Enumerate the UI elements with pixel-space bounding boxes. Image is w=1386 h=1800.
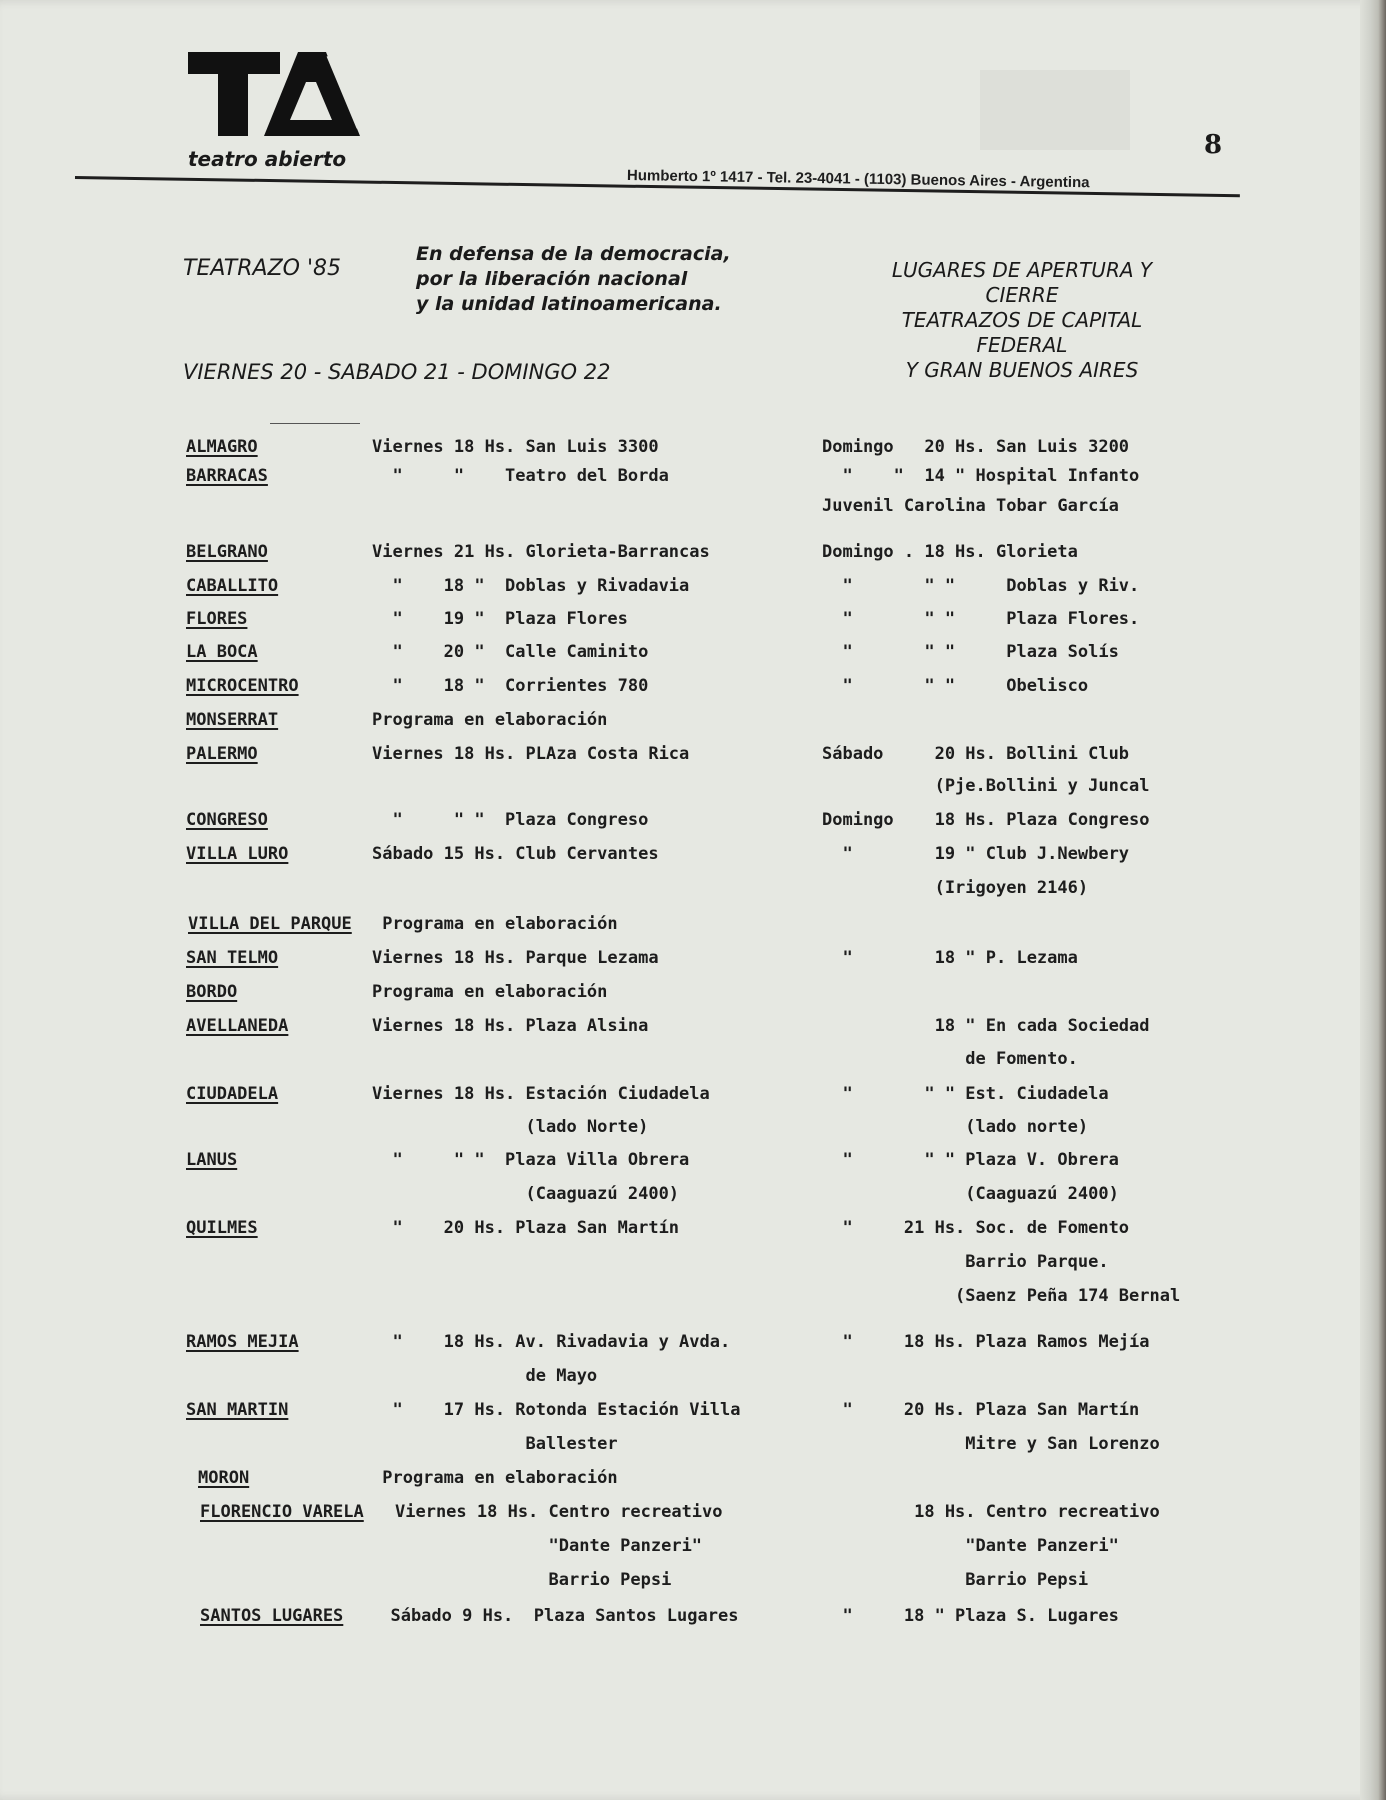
closing-venue: " 20 Hs. Plaza San Martín: [822, 1400, 1140, 1420]
teatro-abierto-logo: [188, 52, 360, 136]
opening-venue: Programa en elaboración: [372, 710, 608, 730]
district-name: QUILMES: [186, 1218, 258, 1238]
closing-venue: " " " Doblas y Riv.: [822, 576, 1140, 596]
opening-venue: Viernes 18 Hs. San Luis 3300: [372, 437, 659, 457]
closing-venue: Mitre y San Lorenzo: [822, 1434, 1160, 1454]
closing-venue: " " " Obelisco: [822, 676, 1089, 696]
opening-venue: Viernes 18 Hs. Parque Lezama: [372, 948, 659, 968]
slogan-line: y la unidad latinoamericana.: [416, 293, 722, 315]
show-through-ghost: [980, 70, 1130, 150]
closing-venue: (lado norte): [822, 1117, 1089, 1137]
slogan-line: por la liberación nacional: [416, 268, 688, 290]
district-name: VILLA DEL PARQUE: [188, 914, 352, 934]
closing-venue: (Pje.Bollini y Juncal: [822, 776, 1150, 796]
district-name: SAN TELMO: [186, 948, 279, 968]
opening-venue: de Mayo: [372, 1366, 598, 1386]
district-name: VILLA LURO: [186, 844, 289, 864]
closing-venue: " 18 " P. Lezama: [822, 948, 1078, 968]
closing-venue: de Fomento.: [822, 1049, 1078, 1069]
event-dates: VIERNES 20 - SABADO 21 - DOMINGO 22: [183, 360, 611, 384]
opening-venue: Viernes 18 Hs. PLAza Costa Rica: [372, 744, 690, 764]
opening-venue: " 18 " Corrientes 780: [372, 676, 649, 696]
title-line: Y GRAN BUENOS AIRES: [905, 358, 1139, 382]
logo-subtitle: teatro abierto: [188, 147, 347, 171]
opening-venue: Viernes 18 Hs. Plaza Alsina: [372, 1016, 649, 1036]
district-name: FLORENCIO VARELA: [200, 1502, 364, 1522]
opening-venue: Sábado 15 Hs. Club Cervantes: [372, 844, 659, 864]
district-name: BELGRANO: [186, 542, 268, 562]
closing-venue: Barrio Pepsi: [822, 1570, 1089, 1590]
opening-venue: " 17 Hs. Rotonda Estación Villa: [372, 1400, 741, 1420]
district-name: RAMOS MEJIA: [186, 1332, 299, 1352]
opening-venue: Programa en elaboración: [372, 1468, 618, 1488]
opening-venue: " 18 " Doblas y Rivadavia: [372, 576, 690, 596]
slogan-line: En defensa de la democracia,: [416, 243, 731, 265]
opening-venue: Programa en elaboración: [372, 982, 608, 1002]
district-name: CABALLITO: [186, 576, 279, 596]
district-name: MICROCENTRO: [186, 676, 299, 696]
opening-venue: " 20 " Calle Caminito: [372, 642, 649, 662]
closing-venue: Domingo . 18 Hs. Glorieta: [822, 542, 1078, 562]
closing-venue: " " 14 " Hospital Infanto: [822, 466, 1140, 486]
opening-venue: Sábado 9 Hs. Plaza Santos Lugares: [370, 1606, 739, 1626]
closing-venue: 18 " En cada Sociedad: [822, 1016, 1150, 1036]
opening-venue: Ballester: [372, 1434, 618, 1454]
opening-venue: " " " Plaza Congreso: [372, 810, 649, 830]
closing-venue: 18 Hs. Centro recreativo: [822, 1502, 1160, 1522]
title-line: TEATRAZOS DE CAPITAL FEDERAL: [901, 308, 1143, 357]
district-name: SAN MARTIN: [186, 1400, 289, 1420]
page-stack-edge: [1360, 0, 1386, 1800]
title-line: LUGARES DE APERTURA Y CIERRE: [891, 258, 1153, 307]
opening-venue: " " Teatro del Borda: [372, 466, 669, 486]
closing-venue: (Caaguazú 2400): [822, 1184, 1119, 1204]
opening-venue: Viernes 21 Hs. Glorieta-Barrancas: [372, 542, 710, 562]
closing-venue: "Dante Panzeri": [822, 1536, 1119, 1556]
opening-venue: Barrio Pepsi: [395, 1570, 672, 1590]
opening-venue: " 19 " Plaza Flores: [372, 609, 628, 629]
closing-venue: " 18 " Plaza S. Lugares: [822, 1606, 1119, 1626]
closing-venue: (Irigoyen 2146): [822, 878, 1089, 898]
district-name: BORDO: [186, 982, 238, 1002]
district-name: PALERMO: [186, 744, 258, 764]
event-name: TEATRAZO '85: [183, 256, 341, 281]
opening-venue: Viernes 18 Hs. Estación Ciudadela: [372, 1084, 710, 1104]
divider: [270, 423, 360, 424]
closing-venue: (Saenz Peña 174 Bernal: [822, 1286, 1181, 1306]
opening-venue: Programa en elaboración: [372, 914, 618, 934]
district-name: AVELLANEDA: [186, 1016, 289, 1036]
closing-venue: " " " Plaza Flores.: [822, 609, 1140, 629]
closing-venue: Domingo 18 Hs. Plaza Congreso: [822, 810, 1150, 830]
district-name: FLORES: [186, 609, 248, 629]
opening-venue: " 20 Hs. Plaza San Martín: [372, 1218, 680, 1238]
district-name: BARRACAS: [186, 466, 268, 486]
district-name: LA BOCA: [186, 642, 258, 662]
closing-venue: " 18 Hs. Plaza Ramos Mejía: [822, 1332, 1150, 1352]
district-name: CIUDADELA: [186, 1084, 279, 1104]
closing-venue: " " " Plaza Solís: [822, 642, 1119, 662]
closing-venue: " " " Plaza V. Obrera: [822, 1150, 1119, 1170]
closing-venue: Barrio Parque.: [822, 1252, 1109, 1272]
district-name: MONSERRAT: [186, 710, 279, 730]
opening-venue: " 18 Hs. Av. Rivadavia y Avda.: [372, 1332, 731, 1352]
opening-venue: " " " Plaza Villa Obrera: [372, 1150, 690, 1170]
closing-venue: Juvenil Carolina Tobar García: [822, 496, 1119, 516]
closing-venue: Sábado 20 Hs. Bollini Club: [822, 744, 1130, 764]
closing-venue: " 19 " Club J.Newbery: [822, 844, 1130, 864]
closing-venue: " 21 Hs. Soc. de Fomento: [822, 1218, 1130, 1238]
opening-venue: Viernes 18 Hs. Centro recreativo: [395, 1502, 723, 1522]
closing-venue: " " " Est. Ciudadela: [822, 1084, 1109, 1104]
district-name: CONGRESO: [186, 810, 268, 830]
slogan: [416, 242, 731, 317]
district-name: LANUS: [186, 1150, 238, 1170]
page-number: 8: [1204, 130, 1223, 160]
opening-venue: (lado Norte): [372, 1117, 649, 1137]
opening-venue: (Caaguazú 2400): [372, 1184, 680, 1204]
document-title: [862, 258, 1182, 383]
district-name: MORON: [198, 1468, 250, 1488]
closing-venue: Domingo 20 Hs. San Luis 3200: [822, 437, 1130, 457]
letterhead-address: Humberto 1º 1417 - Tel. 23-4041 - (1103) Buenos Aires - Argentina: [626, 167, 1090, 192]
district-name: ALMAGRO: [186, 437, 258, 457]
district-name: SANTOS LUGARES: [200, 1606, 344, 1626]
opening-venue: "Dante Panzeri": [395, 1536, 703, 1556]
